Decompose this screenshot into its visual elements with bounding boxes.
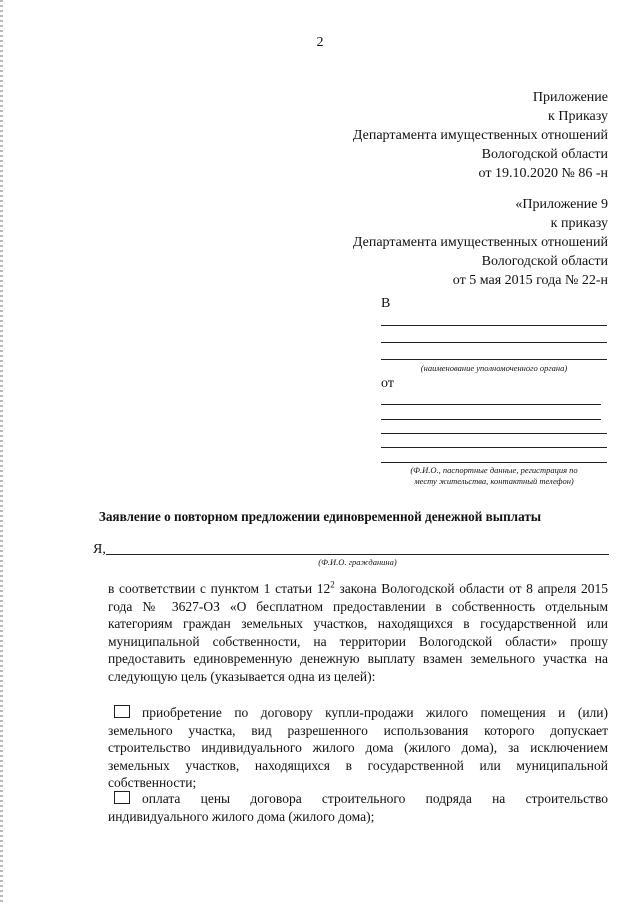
applicant-caption: (Ф.И.О. гражданина) xyxy=(318,557,397,567)
addressee-line[interactable] xyxy=(381,359,607,360)
sender-caption-line: (Ф.И.О., паспортные данные, регистрация по xyxy=(410,465,578,475)
appendix-block-order-2015 xyxy=(353,195,608,290)
applicant-label: Я, xyxy=(93,542,106,557)
sender-label: от xyxy=(381,376,394,391)
appendix-line: «Приложение 9 xyxy=(515,197,608,212)
purpose-option-text: приобретение по договору купли-продажи жилого помещения и (или) земельного участка, вид разрешенного использования которого допускает строительство индивидуального жилого дома (жилого дома), за исключением земельных участков, находящихся в государственной или муниципальной собственности; xyxy=(108,705,608,790)
appendix-block-order-2020 xyxy=(353,88,608,183)
article-superscript: 2 xyxy=(330,579,335,590)
appendix-line: Приложение xyxy=(532,90,608,105)
appendix-line: к Приказу xyxy=(548,109,608,124)
sender-caption-line: месту жительства, контактный телефон) xyxy=(414,476,574,486)
sender-line[interactable] xyxy=(381,404,601,405)
addressee-line[interactable] xyxy=(381,342,607,343)
sender-line[interactable] xyxy=(381,447,607,448)
purpose-option-text: оплата цены договора строительного подряда на строительство индивидуального жилого дома (жилого дома); xyxy=(108,791,608,824)
sender-line[interactable] xyxy=(381,433,607,434)
purpose-checkbox-purchase[interactable] xyxy=(114,705,130,718)
appendix-line: к приказу xyxy=(550,216,608,231)
sender-caption xyxy=(381,465,607,487)
statement-paragraph xyxy=(108,580,608,685)
applicant-name-line[interactable] xyxy=(106,554,609,555)
document-title: Заявление о повторном предложении единовременной денежной выплаты xyxy=(98,509,542,524)
appendix-line: Вологодской области xyxy=(481,254,608,269)
sender-line[interactable] xyxy=(381,462,607,463)
appendix-line: Департамента имущественных отношений xyxy=(352,235,608,250)
statement-text-part: закона Вологодской области от 8 апреля 2015 года № 3627-ОЗ «О бесплатном предоставлении в собственность отдельным категориям граждан земельных участков, находящихся в государственной или муниципальной собственности, на территории Вологодской области» прошу предоставить единовременную денежную выплату взамен земельного участка на следующую цель (указывается одна из целей): xyxy=(108,581,608,684)
sender-line[interactable] xyxy=(381,419,601,420)
addressee-label: В xyxy=(381,296,391,311)
appendix-line: Вологодской области xyxy=(481,147,608,162)
scan-edge-strip xyxy=(0,0,3,905)
appendix-line: Департамента имущественных отношений xyxy=(352,128,608,143)
purpose-option-purchase xyxy=(108,704,608,792)
statement-text-part: в соответствии с пунктом 1 статьи 12 xyxy=(108,581,331,596)
addressee-caption: (наименование уполномоченного органа) xyxy=(420,363,568,373)
appendix-line: от 5 мая 2015 года № 22-н xyxy=(452,273,608,288)
page-number: 2 xyxy=(316,35,324,50)
appendix-line: от 19.10.2020 № 86 -н xyxy=(478,166,608,181)
addressee-line[interactable] xyxy=(381,325,607,326)
purpose-checkbox-construction[interactable] xyxy=(114,791,130,804)
purpose-option-construction xyxy=(108,790,608,825)
